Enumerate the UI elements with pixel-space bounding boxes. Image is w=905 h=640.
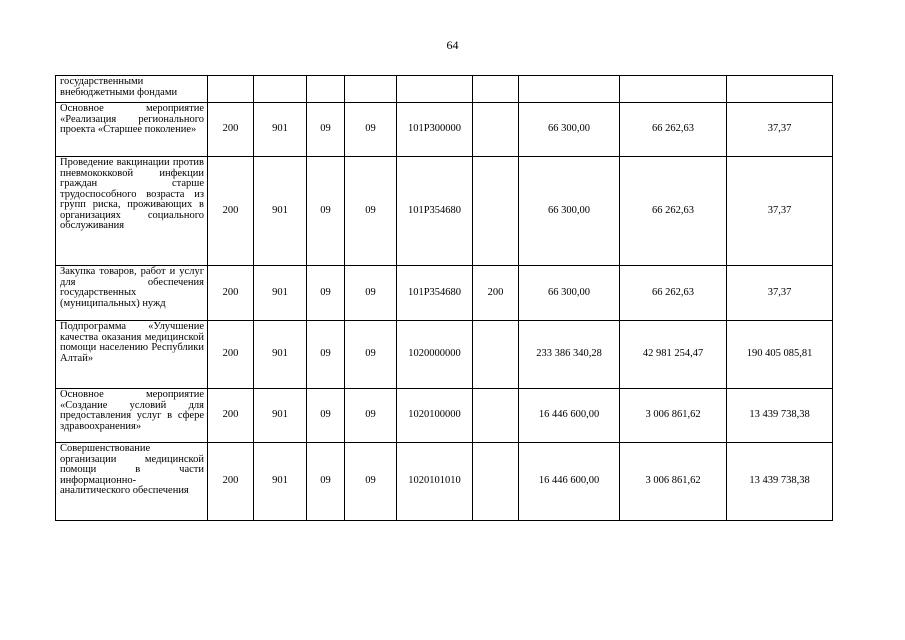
- table-row: [56, 266, 833, 321]
- expense-type-cell: [473, 103, 519, 157]
- division-cell: 09: [307, 266, 345, 321]
- plan-amount-cell: [519, 76, 620, 103]
- target-article-cell: 1020101010: [397, 443, 473, 521]
- subdivision-cell: 09: [345, 389, 397, 443]
- row-name-cell: Проведение вакцинации против пневмококковой инфекции граждан старше трудоспособного возраста из групп риска, проживающих в организациях социального обслуживания: [56, 157, 208, 266]
- row-name-cell: Основное мероприятие «Реализация регионального проекта «Старшее поколение»: [56, 103, 208, 157]
- subdivision-cell: 09: [345, 103, 397, 157]
- executed-amount-cell: 3 006 861,62: [620, 389, 727, 443]
- remaining-amount-cell: [727, 76, 833, 103]
- section-cell: 200: [208, 266, 254, 321]
- executed-amount-cell: 3 006 861,62: [620, 443, 727, 521]
- division-cell: 09: [307, 103, 345, 157]
- section-cell: 200: [208, 443, 254, 521]
- division-cell: 09: [307, 157, 345, 266]
- subdivision-cell: [345, 76, 397, 103]
- ministry-cell: 901: [254, 321, 307, 389]
- subdivision-cell: 09: [345, 266, 397, 321]
- expense-type-cell: [473, 76, 519, 103]
- table-row: [56, 389, 833, 443]
- table-row: [56, 321, 833, 389]
- section-cell: 200: [208, 389, 254, 443]
- target-article-cell: 1020100000: [397, 389, 473, 443]
- division-cell: 09: [307, 321, 345, 389]
- table-body: [56, 76, 833, 521]
- plan-amount-cell: 16 446 600,00: [519, 389, 620, 443]
- ministry-cell: 901: [254, 443, 307, 521]
- target-article-cell: 1020000000: [397, 321, 473, 389]
- table-row: [56, 443, 833, 521]
- section-cell: [208, 76, 254, 103]
- plan-amount-cell: 66 300,00: [519, 157, 620, 266]
- plan-amount-cell: 16 446 600,00: [519, 443, 620, 521]
- remaining-amount-cell: 37,37: [727, 266, 833, 321]
- page-number: 64: [446, 38, 459, 52]
- subdivision-cell: 09: [345, 321, 397, 389]
- remaining-amount-cell: 37,37: [727, 157, 833, 266]
- expense-type-cell: [473, 443, 519, 521]
- executed-amount-cell: 66 262,63: [620, 157, 727, 266]
- target-article-cell: 101P354680: [397, 266, 473, 321]
- expense-type-cell: [473, 157, 519, 266]
- executed-amount-cell: 42 981 254,47: [620, 321, 727, 389]
- division-cell: [307, 76, 345, 103]
- executed-amount-cell: 66 262,63: [620, 266, 727, 321]
- ministry-cell: 901: [254, 266, 307, 321]
- expense-type-cell: 200: [473, 266, 519, 321]
- target-article-cell: [397, 76, 473, 103]
- ministry-cell: 901: [254, 389, 307, 443]
- row-name-cell: Основное мероприятие «Создание условий для предоставления услуг в сфере здравоохранения»: [56, 389, 208, 443]
- ministry-cell: 901: [254, 103, 307, 157]
- executed-amount-cell: 66 262,63: [620, 103, 727, 157]
- table-row: [56, 157, 833, 266]
- target-article-cell: 101P354680: [397, 157, 473, 266]
- plan-amount-cell: 66 300,00: [519, 103, 620, 157]
- subdivision-cell: 09: [345, 443, 397, 521]
- division-cell: 09: [307, 389, 345, 443]
- remaining-amount-cell: 13 439 738,38: [727, 443, 833, 521]
- section-cell: 200: [208, 157, 254, 266]
- target-article-cell: 101P300000: [397, 103, 473, 157]
- budget-table: [55, 75, 833, 521]
- table-row: [56, 76, 833, 103]
- remaining-amount-cell: 190 405 085,81: [727, 321, 833, 389]
- plan-amount-cell: 233 386 340,28: [519, 321, 620, 389]
- subdivision-cell: 09: [345, 157, 397, 266]
- remaining-amount-cell: 37,37: [727, 103, 833, 157]
- ministry-cell: [254, 76, 307, 103]
- row-name-cell: Закупка товаров, работ и услуг для обеспечения государственных (муниципальных) нужд: [56, 266, 208, 321]
- row-name-cell: Совершенствование организации медицинской помощи в части информационно-аналитического обеспечения: [56, 443, 208, 521]
- remaining-amount-cell: 13 439 738,38: [727, 389, 833, 443]
- plan-amount-cell: 66 300,00: [519, 266, 620, 321]
- division-cell: 09: [307, 443, 345, 521]
- row-name-cell: Подпрограмма «Улучшение качества оказания медицинской помощи населению Республики Алтай»: [56, 321, 208, 389]
- table-row: [56, 103, 833, 157]
- section-cell: 200: [208, 321, 254, 389]
- row-name-cell: государственными внебюджетными фондами: [56, 76, 208, 103]
- expense-type-cell: [473, 389, 519, 443]
- expense-type-cell: [473, 321, 519, 389]
- section-cell: 200: [208, 103, 254, 157]
- executed-amount-cell: [620, 76, 727, 103]
- ministry-cell: 901: [254, 157, 307, 266]
